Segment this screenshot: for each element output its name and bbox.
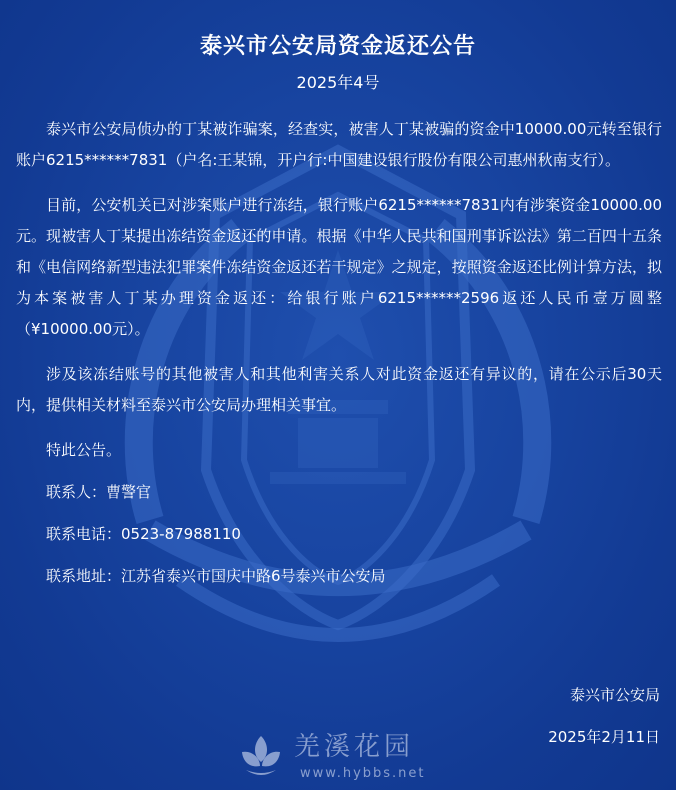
paragraph-objection-notice: 涉及该冻结账号的其他被害人和其他利害关系人对此资金返还有异议的，请在公示后30天内，提供相关材料至泰兴市公安局办理相关事宜。 <box>16 365 662 414</box>
paragraph-case-facts: 泰兴市公安局侦办的丁某被诈骗案，经查实，被害人丁某被骗的资金中10000.00元转至银行账户6215******7831（户名:王某锦，开户行:中国建设银行股份有限公司惠州秋南支行）。 <box>16 120 662 169</box>
document-number: 2025年4号 <box>296 73 380 92</box>
watermark-logo-icon <box>236 732 286 782</box>
watermark-site-name: 羌溪花园 <box>294 732 415 762</box>
site-watermark <box>236 728 451 784</box>
paragraph-closing: 特此公告。 <box>46 441 122 459</box>
notice-title: 泰兴市公安局资金返还公告 <box>199 34 476 59</box>
issuer-signature: 泰兴市公安局 <box>569 686 660 704</box>
contact-person: 联系人：曹警官 <box>46 483 152 501</box>
contact-address: 联系地址：江苏省泰兴市国庆中路6号泰兴市公安局 <box>46 567 386 585</box>
issue-date: 2025年2月11日 <box>548 728 660 746</box>
contact-phone: 联系电话：0523-87988110 <box>46 525 241 543</box>
notice-body <box>16 114 662 592</box>
paragraph-refund-decision: 目前，公安机关已对涉案账户进行冻结，银行账户6215******7831内有涉案资金10000.00元。现被害人丁某提出冻结资金返还的申请。根据《中华人民共和国刑事诉讼法》第二百四十五条和《电信网络新型违法犯罪案件冻结资金返还若干规定》之规定，按照资金返还比例计算方法，拟为本案被害人丁某办理资金返还：给银行账户6215******2596返还人民币壹万圆整（¥10000.00元）。 <box>16 196 662 338</box>
watermark-site-url: www.hybbs.net <box>300 766 426 781</box>
